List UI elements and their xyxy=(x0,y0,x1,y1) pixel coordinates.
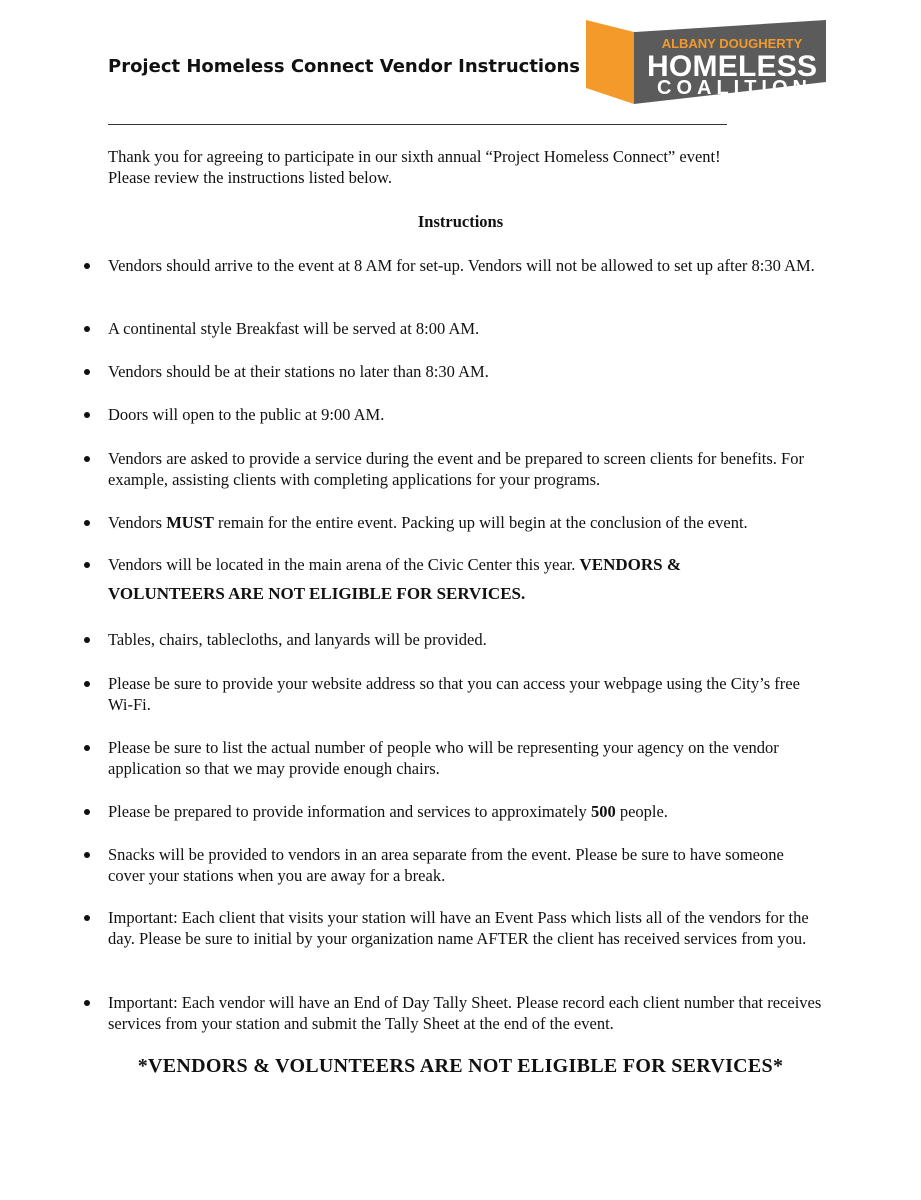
list-item xyxy=(108,737,823,779)
list-item xyxy=(108,801,823,822)
list-item-text: Doors will open to the public at 9:00 AM. xyxy=(108,405,385,424)
list-item-emphasis: MUST xyxy=(166,513,214,532)
logo-text-line2: HOMELESS xyxy=(647,50,817,83)
list-item xyxy=(108,907,823,949)
list-item xyxy=(108,255,823,276)
list-item-emphasis: VOLUNTEERS ARE NOT ELIGIBLE FOR SERVICES. xyxy=(108,584,526,603)
list-item-text: Snacks will be provided to vendors in an area separate from the event. Please be sure to have someone cover your stations when you are away for a break. xyxy=(108,845,784,885)
intro-line-1: Thank you for agreeing to participate in our sixth annual “Project Homeless Connect” event! xyxy=(108,147,721,166)
list-item-text: Vendors xyxy=(108,513,167,532)
list-item-text: remain for the entire event. Packing up will begin at the conclusion of the event. xyxy=(213,513,748,532)
list-item xyxy=(108,448,823,490)
document-title: Project Homeless Connect Vendor Instructions xyxy=(108,56,580,77)
list-item-text: A continental style Breakfast will be served at 8:00 AM. xyxy=(108,319,480,338)
list-item-text: Important: Each client that visits your station will have an Event Pass which lists all of the vendors for the day. Please be sure to initial by your organization name AFTER the client has received services from you. xyxy=(108,908,809,948)
list-item xyxy=(108,404,823,425)
logo-text-line1: ALBANY DOUGHERTY xyxy=(661,36,803,51)
list-item xyxy=(108,512,838,533)
list-item xyxy=(108,318,823,339)
intro-line-2: Please review the instructions listed below. xyxy=(108,168,392,187)
list-item xyxy=(108,629,823,650)
list-item xyxy=(108,361,823,382)
list-item-text: Please be sure to provide your website address so that you can access your webpage using the City’s free Wi-Fi. xyxy=(108,674,800,714)
list-item-text: Important: Each vendor will have an End of Day Tally Sheet. Please record each client number that receives services from your station and submit the Tally Sheet at the end of the event. xyxy=(108,993,822,1033)
eligibility-notice: *VENDORS & VOLUNTEERS ARE NOT ELIGIBLE FOR SERVICES* xyxy=(137,1055,784,1077)
instructions-heading: Instructions xyxy=(417,212,504,231)
list-item xyxy=(108,992,823,1034)
list-item xyxy=(108,673,823,715)
list-item-text: Tables, chairs, tablecloths, and lanyards will be provided. xyxy=(108,630,487,649)
list-item-text: Vendors should be at their stations no later than 8:30 AM. xyxy=(108,362,489,381)
logo-text-line3: COALITION xyxy=(657,77,807,99)
list-item-text: Please be prepared to provide information and services to approximately xyxy=(108,802,591,821)
list-item xyxy=(108,554,823,604)
list-item-text: people. xyxy=(615,802,668,821)
list-item-emphasis: VENDORS & xyxy=(579,555,682,574)
list-item xyxy=(108,844,823,886)
list-item-emphasis: 500 xyxy=(590,802,616,821)
list-item-text: Vendors will be located in the main arena of the Civic Center this year. xyxy=(108,555,580,574)
list-item-text: Vendors are asked to provide a service during the event and be prepared to screen clients for benefits. For example, assisting clients with completing applications for your programs. xyxy=(108,449,804,489)
list-item-text: Please be sure to list the actual number of people who will be representing your agency on the vendor application so that we may provide enough chairs. xyxy=(108,738,779,778)
list-item-text: Vendors should arrive to the event at 8 AM for set-up. Vendors will not be allowed to set up after 8:30 AM. xyxy=(108,256,815,275)
